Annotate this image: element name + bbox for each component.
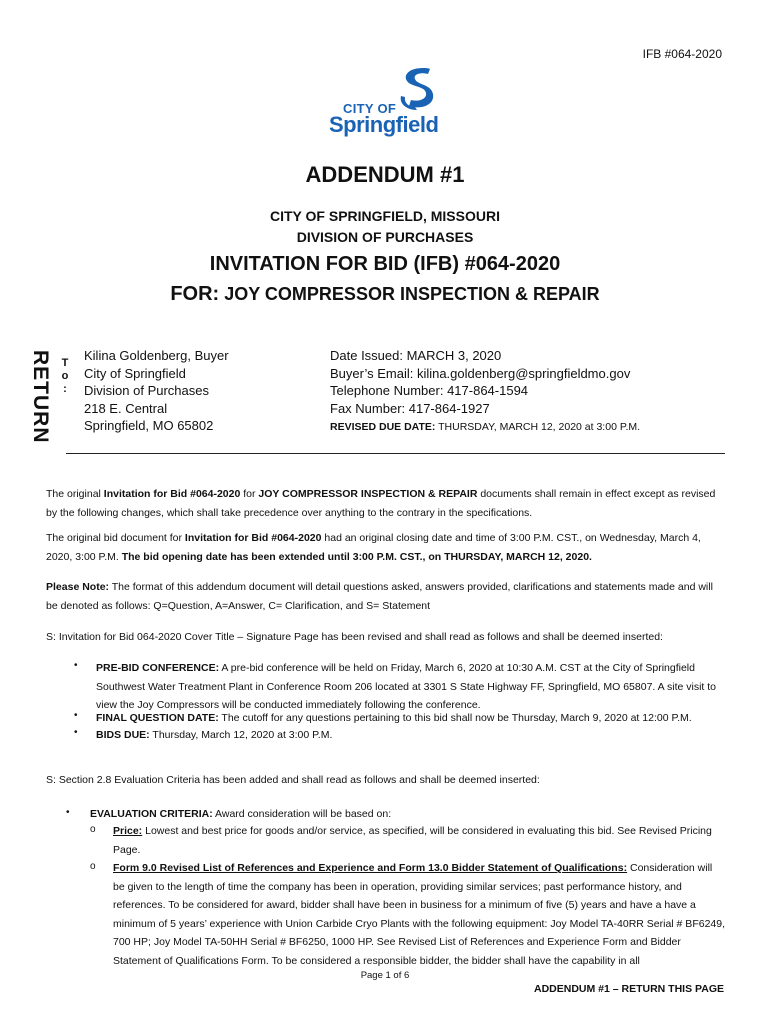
divider bbox=[66, 453, 725, 454]
for-text: JOY COMPRESSOR INSPECTION & REPAIR bbox=[219, 284, 600, 304]
addendum-title: ADDENDUM #1 bbox=[305, 162, 465, 187]
sub-item-price: Price: Lowest and best price for goods and/or service, as specified, will be considered in evaluating this bid. See Revised Pricing Page. bbox=[113, 825, 712, 856]
sub-bullet: o bbox=[90, 861, 96, 872]
ifb-number: IFB #064-2020 bbox=[642, 47, 722, 61]
statement-cover-title: S: Invitation for Bid 064-2020 Cover Title – Signature Page has been revised and shall read as follows and shall be deemed inserted: bbox=[46, 631, 663, 643]
list-item-evaluation: EVALUATION CRITERIA: Award consideration will be based on: bbox=[90, 808, 392, 820]
list-item-final-question: FINAL QUESTION DATE: The cutoff for any questions pertaining to this bid shall now be Thursday, March 9, 2020 at 12:00 P.M. bbox=[96, 712, 692, 724]
page-number: Page 1 of 6 bbox=[360, 970, 410, 981]
logo-city-text: CITY OF bbox=[343, 101, 397, 116]
return-label-vertical: RETURN bbox=[29, 350, 52, 444]
list-item-prebid: PRE-BID CONFERENCE: A pre-bid conference will be held on Friday, March 6, 2020 at 10:30 A.M. CST at the City of Springfield Southwest Water Treatment Plant in Conference Room 206 located at 3301 S State Highway FF, Springfield, MO 65807. A site visit to view the Joy Compressors will be conducted immediately following the conference. bbox=[96, 662, 717, 711]
address-line: 218 E. Central bbox=[84, 400, 168, 416]
bullet: • bbox=[74, 660, 78, 671]
revised-due-date: REVISED DUE DATE: THURSDAY, MARCH 12, 2020 at 3:00 P.M. bbox=[330, 421, 641, 434]
paragraph-please-note: Please Note: The format of this addendum document will detail questions asked, answers provided, clarifications and statements made and will be denoted as follows: Q=Question, A=Answer, C= Clarification, and S= Statement bbox=[46, 581, 713, 612]
fax: Fax Number: 417-864-1927 bbox=[330, 400, 490, 416]
telephone: Telephone Number: 417-864-1594 bbox=[330, 383, 529, 399]
address-line: Kilina Goldenberg, Buyer bbox=[84, 348, 229, 363]
list-item-bids-due: BIDS DUE: Thursday, March 12, 2020 at 3:00 P.M. bbox=[96, 729, 333, 741]
bullet: • bbox=[66, 807, 70, 818]
buyer-email: Buyer’s Email: kilina.goldenberg@springfieldmo.gov bbox=[330, 365, 631, 381]
sub-item-references: Form 9.0 Revised List of References and Experience and Form 13.0 Bidder Statement of Qualifications: Consideration will be given to the length of time the company has been in operation, providing similar services; past performance history, and references. To be considered for award, bidder shall have been in business for a minimum of five (5) years and have a have a minimum of 5 years’ experience with Union Carbide Cryo Plants with the following equipment: Joy Model TA-40RR Serial # BF6249, 700 HP; Joy Model TA-50HH Serial # BF6250, 1000 HP. See Revised List of References and Experience Form and Bidder Statement of Qualifications Form. To be considered a responsible bidder, the bidder shall have the capability in all bbox=[113, 862, 726, 967]
springfield-s-logo-icon bbox=[395, 66, 439, 112]
return-address bbox=[84, 347, 229, 435]
division-heading: DIVISION OF PURCHASES bbox=[296, 229, 474, 245]
for-line bbox=[0, 283, 770, 306]
return-this-page: ADDENDUM #1 – RETURN THIS PAGE bbox=[534, 983, 724, 995]
bullet: • bbox=[74, 710, 78, 721]
bid-info bbox=[330, 347, 640, 437]
address-line: Division of Purchases bbox=[84, 383, 209, 399]
address-line: City of Springfield bbox=[84, 365, 186, 381]
to-label-vertical: T o : bbox=[61, 357, 69, 395]
sub-bullet: o bbox=[90, 824, 96, 835]
city-logo bbox=[327, 66, 447, 146]
statement-evaluation-section: S: Section 2.8 Evaluation Criteria has been added and shall read as follows and shall be deemed inserted: bbox=[46, 774, 540, 786]
bullet: • bbox=[74, 727, 78, 738]
logo-name-text: Springfield bbox=[329, 112, 439, 137]
ifb-title: INVITATION FOR BID (IFB) #064-2020 bbox=[209, 253, 561, 275]
for-label: FOR: bbox=[170, 283, 220, 305]
date-issued: Date Issued: MARCH 3, 2020 bbox=[330, 348, 502, 363]
city-heading: CITY OF SPRINGFIELD, MISSOURI bbox=[270, 208, 500, 224]
paragraph-original-documents: The original Invitation for Bid #064-2020 for JOY COMPRESSOR INSPECTION & REPAIR documents shall remain in effect except as revised by the following changes, which shall take precedence over anything to the contrary in the specifications. bbox=[46, 488, 716, 519]
paragraph-closing-date: The original bid document for Invitation for Bid #064-2020 had an original closing date and time of 3:00 P.M. CST., on Wednesday, March 4, 2020, 3:00 P.M. The bid opening date has been extended until 3:00 P.M. CST., on THURSDAY, MARCH 12, 2020. bbox=[46, 532, 701, 563]
address-line: Springfield, MO 65802 bbox=[84, 418, 214, 434]
